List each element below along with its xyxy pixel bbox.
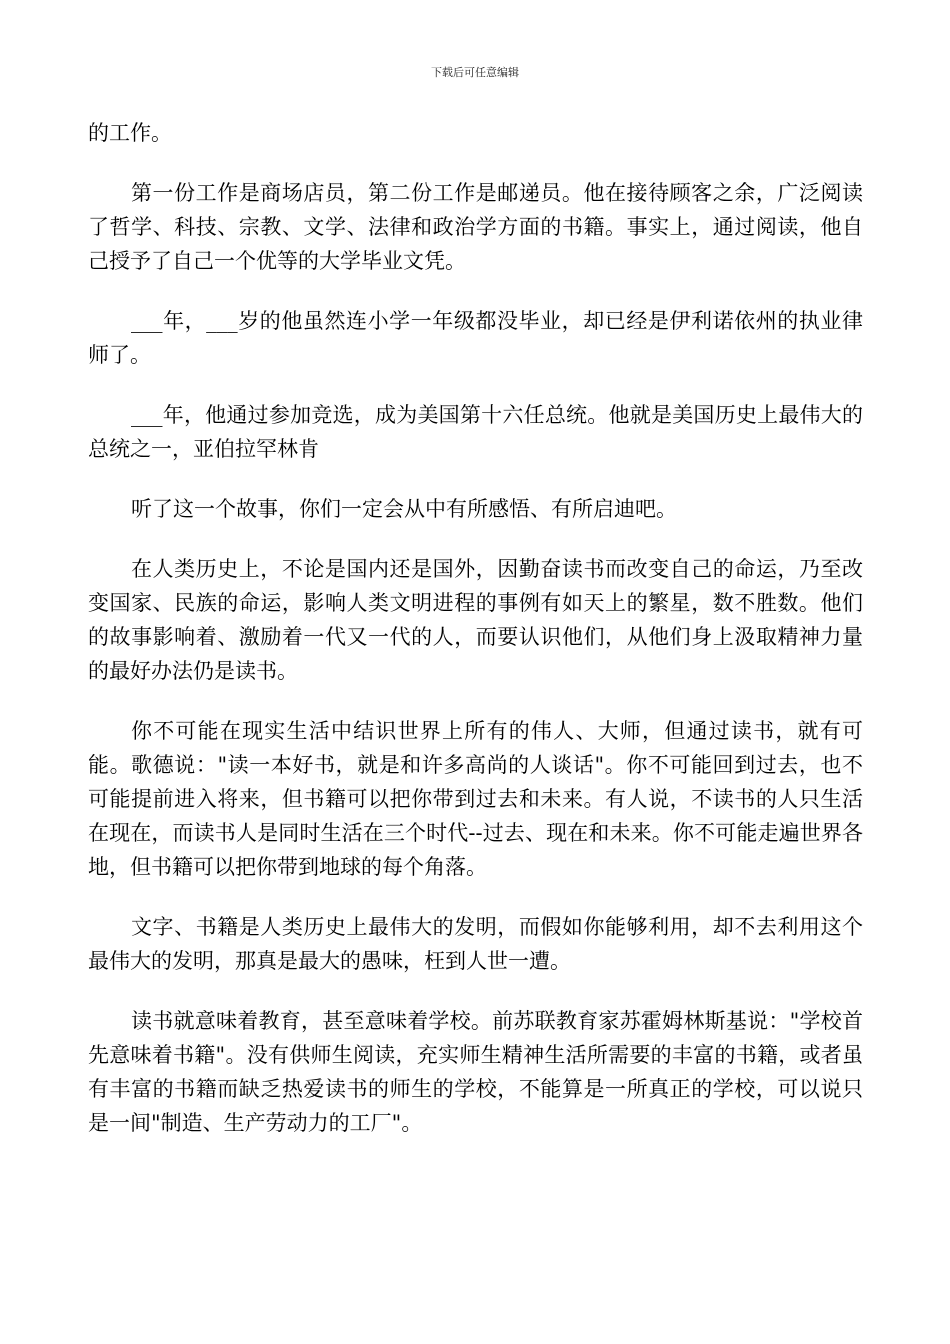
paragraph-greatest-invention: 文字、书籍是人类历史上最伟大的发明，而假如你能够利用，却不去利用这个最伟大的发明，那真是最大的愚味，枉到人世一遭。 [88, 915, 863, 973]
page-header-note: 下载后可任意编辑 [431, 66, 519, 79]
document-body [88, 116, 863, 1140]
paragraph-education-school: 读书就意味着教育，甚至意味着学校。前苏联教育家苏霍姆林斯基说："学校首先意味着书籍"。没有供师生阅读，充实师生精神生活所需要的丰富的书籍，或者虽有丰富的书籍而缺乏热爱读书的师生的学校，不能算是一所真正的学校，可以说只是一间"制造、生产劳动力的工厂"。 [88, 1009, 863, 1135]
paragraph-lawyer: ___年，___岁的他虽然连小学一年级都没毕业，却已经是伊利诺依州的执业律师了。 [88, 309, 863, 367]
paragraph-continuation: 的工作。 [88, 121, 172, 145]
paragraph-history-examples: 在人类历史上，不论是国内还是国外，因勤奋读书而改变自己的命运，乃至改变国家、民族的命运，影响人类文明进程的事例有如天上的繁星，数不胜数。他们的故事影响着、激励着一代又一代的人，而要认识他们，从他们身上汲取精神力量的最好办法仍是读书。 [88, 557, 863, 683]
paragraph-goethe-quote: 你不可能在现实生活中结识世界上所有的伟人、大师，但通过读书，就有可能。歌德说："读一本好书，就是和许多高尚的人谈话"。你不可能回到过去，也不可能提前进入将来，但书籍可以把你带到过去和未来。有人说，不读书的人只生活在现在，而读书人是同时生活在三个时代--过去、现在和未来。你不可能走遍世界各地，但书籍可以把你带到地球的每个角落。 [88, 719, 863, 879]
paragraph-story-reflection: 听了这一个故事，你们一定会从中有所感悟、有所启迪吧。 [131, 497, 677, 521]
paragraph-president: ___年，他通过参加竞选，成为美国第十六任总统。他就是美国历史上最伟大的总统之一，亚伯拉罕林肯 [88, 403, 863, 461]
paragraph-jobs-and-reading: 第一份工作是商场店员，第二份工作是邮递员。他在接待顾客之余，广泛阅读了哲学、科技、宗教、文学、法律和政治学方面的书籍。事实上，通过阅读，他自己授予了自己一个优等的大学毕业文凭。 [88, 181, 863, 273]
